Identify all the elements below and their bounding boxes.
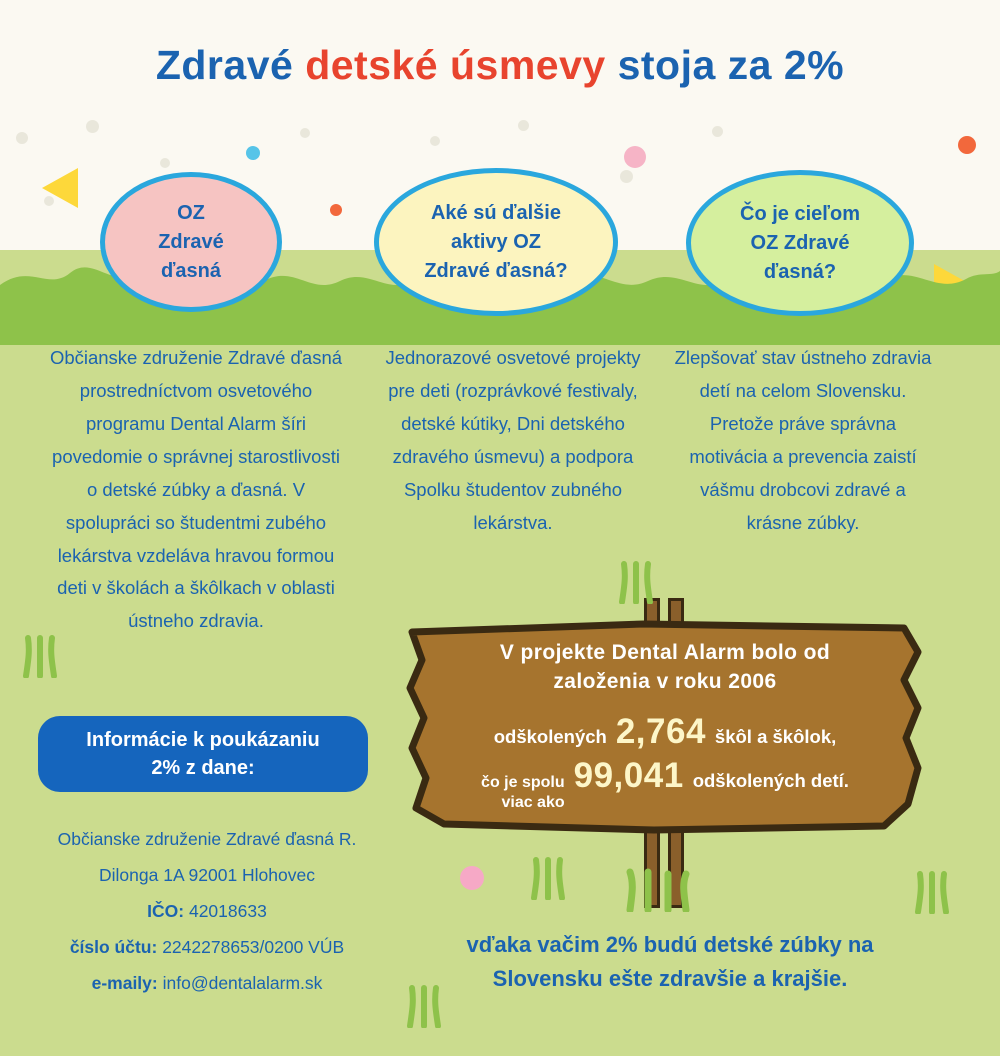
bubble-line: ďasná bbox=[161, 259, 221, 282]
info-box[interactable] bbox=[38, 716, 368, 792]
stat1-suffix: škôl a škôlok, bbox=[714, 726, 837, 748]
slogan-line-2: Slovensku ešte zdravšie a krajšie. bbox=[492, 966, 848, 992]
stat1-prefix: odškolených bbox=[493, 726, 607, 748]
account-label: číslo účtu: bbox=[69, 936, 158, 957]
ico-label: IČO: bbox=[147, 900, 185, 921]
decor-dot bbox=[16, 132, 28, 144]
sign-content bbox=[404, 618, 926, 834]
stat2-prefix-line-1: čo je spolu bbox=[481, 774, 565, 792]
ico-line bbox=[22, 894, 392, 930]
decor-dot bbox=[86, 120, 99, 133]
stat2-prefix bbox=[481, 773, 565, 813]
column-activities: Jednorazové osvetové projekty pre deti (rozprávkové festivaly, detské kútiky, Dni detského zdravého úsmevu) a podpora Spolku študentov zubného lekárstva. bbox=[385, 347, 641, 533]
account-value: 2242278653/0200 VÚB bbox=[162, 936, 345, 957]
decor-dot bbox=[958, 136, 976, 154]
stat2-value: 99,041 bbox=[573, 756, 684, 796]
email-label: e-maily: bbox=[91, 972, 158, 993]
decor-dot bbox=[624, 146, 646, 168]
grass-tuft-icon bbox=[528, 856, 568, 900]
bubble-line: ďasná? bbox=[763, 260, 837, 283]
sign-stat-schools bbox=[494, 712, 837, 752]
sign-heading-line-2: založenia v roku 2006 bbox=[553, 669, 777, 693]
stat1-value: 2,764 bbox=[615, 712, 706, 752]
email-value[interactable]: info@dentalalarm.sk bbox=[162, 972, 323, 993]
bubble-line: Zdravé ďasná? bbox=[424, 259, 568, 282]
bubble-ciel-oz[interactable] bbox=[686, 170, 914, 316]
arrow-left-icon bbox=[38, 166, 80, 210]
stat2-suffix: odškolených detí. bbox=[692, 770, 849, 792]
bubble-line: OZ bbox=[177, 201, 205, 224]
title-part-3: stoja za 2% bbox=[617, 42, 845, 88]
bubble-line: Zdravé bbox=[158, 230, 224, 253]
decor-dot bbox=[620, 170, 633, 183]
decor-dot bbox=[712, 126, 723, 137]
org-line-2: Dilonga 1A 92001 Hlohovec bbox=[99, 864, 315, 885]
title-part-1: Zdravé bbox=[155, 42, 306, 88]
grass-tuft-icon bbox=[20, 634, 60, 678]
page-title bbox=[0, 42, 1000, 89]
bubble-oz-zdrave-dasna[interactable] bbox=[100, 172, 282, 312]
decor-dot bbox=[518, 120, 529, 131]
decor-dot bbox=[300, 128, 310, 138]
bubble-line: Aké sú ďalšie bbox=[430, 201, 561, 224]
grass-tuft-icon bbox=[912, 870, 952, 914]
info-box-line-1: Informácie k poukázaniu bbox=[86, 729, 320, 751]
sign-stat-children bbox=[481, 756, 849, 813]
decor-dot bbox=[430, 136, 440, 146]
stat2-prefix-line-2: viac ako bbox=[501, 794, 565, 812]
title-part-2: detské úsmevy bbox=[305, 42, 618, 88]
bubble-dalsie-aktivity[interactable] bbox=[374, 168, 618, 316]
bubble-line: Čo je cieľom bbox=[740, 202, 860, 225]
slogan-line-1: vďaka vačim 2% budú detské zúbky na bbox=[466, 932, 874, 957]
column-goal: Zlepšovať stav ústneho zdravia detí na celom Slovensku. Pretože práve správna motivácia a prevencia zaistí vášmu drobcovi zdravé a krásne zúbky. bbox=[674, 347, 932, 533]
decor-dot bbox=[460, 866, 484, 890]
bottom-slogan bbox=[400, 928, 940, 996]
sign-heading bbox=[500, 639, 830, 697]
account-line bbox=[22, 930, 392, 966]
column-about: Občianske združenie Zdravé ďasná prostredníctvom osvetového programu Dental Alarm šíri povedomie o správnej starostlivosti o detské zúbky a ďasná. V spolupráci so študentmi zubého lekárstva vzdeláva hravou formou deti v školách a škôlkach v oblasti ústneho zdravia. bbox=[49, 347, 343, 632]
sign-heading-line-1: V projekte Dental Alarm bolo od bbox=[499, 640, 831, 664]
info-box-line-2: 2% z dane: bbox=[151, 757, 255, 779]
ico-value: 42018633 bbox=[188, 900, 267, 921]
org-line-1: Občianske združenie Zdravé ďasná R. bbox=[57, 829, 357, 849]
bubble-line: OZ Zdravé bbox=[750, 231, 850, 254]
grass-tuft-icon bbox=[616, 560, 656, 604]
email-line bbox=[22, 966, 392, 1002]
decor-dot bbox=[160, 158, 170, 168]
statistics-sign bbox=[404, 618, 926, 834]
grass-tuft-icon bbox=[620, 868, 696, 912]
bubble-line: aktivy OZ bbox=[450, 230, 542, 253]
decor-dot bbox=[246, 146, 260, 160]
address-block bbox=[22, 822, 392, 1001]
